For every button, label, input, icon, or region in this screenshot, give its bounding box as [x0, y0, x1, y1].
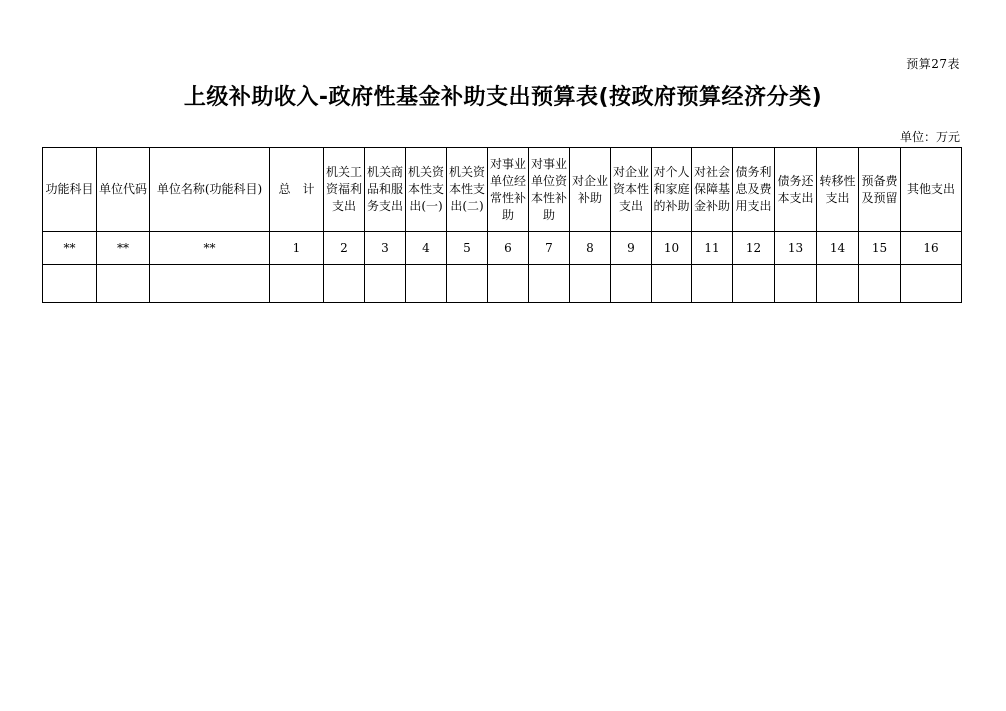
budget-table: [42, 147, 962, 303]
header-cell: 对事业单位经常性补助: [488, 148, 529, 232]
header-cell: 其他支出: [901, 148, 962, 232]
header-cell: 对企业补助: [570, 148, 611, 232]
table-cell: [43, 265, 97, 303]
table-cell: [488, 265, 529, 303]
table-cell: [324, 265, 365, 303]
table-cell: [611, 265, 652, 303]
header-cell: 机关工资福利支出: [324, 148, 365, 232]
table-cell: 16: [901, 232, 962, 265]
table-cell: [901, 265, 962, 303]
table-cell: 14: [817, 232, 859, 265]
table-cell: [406, 265, 447, 303]
table-cell: 5: [447, 232, 488, 265]
table-cell: [150, 265, 270, 303]
table-cell: 7: [529, 232, 570, 265]
header-row: [43, 148, 962, 232]
table-cell: 1: [270, 232, 324, 265]
table-row: [43, 265, 962, 303]
table-cell: 10: [652, 232, 692, 265]
table-row: [43, 232, 962, 265]
header-cell: 机关资本性支出(一): [406, 148, 447, 232]
table-cell: [447, 265, 488, 303]
table-cell: 8: [570, 232, 611, 265]
header-cell: 对社会保障基金补助: [692, 148, 733, 232]
table-cell: [270, 265, 324, 303]
table-cell: [817, 265, 859, 303]
page-title: 上级补助收入-政府性基金补助支出预算表(按政府预算经济分类): [183, 85, 823, 110]
header-cell: 对企业资本性支出: [611, 148, 652, 232]
header-cell: 对事业单位资本性补助: [529, 148, 570, 232]
header-cell: 机关商品和服务支出: [365, 148, 406, 232]
table-cell: [859, 265, 901, 303]
header-cell: 预备费及预留: [859, 148, 901, 232]
table-cell: [652, 265, 692, 303]
table-cell: [775, 265, 817, 303]
unit-label: 单位：万元: [899, 130, 960, 144]
table-cell: 4: [406, 232, 447, 265]
table-cell: 9: [611, 232, 652, 265]
header-cell: 总 计: [270, 148, 324, 232]
header-cell: 对个人和家庭的补助: [652, 148, 692, 232]
table-cell: [97, 265, 150, 303]
table-cell: **: [43, 232, 97, 265]
form-number: 预算27表: [906, 57, 960, 71]
header-cell: 债务利息及费用支出: [733, 148, 775, 232]
table-cell: 3: [365, 232, 406, 265]
header-cell: 单位名称(功能科目): [150, 148, 270, 232]
table-cell: [529, 265, 570, 303]
table-cell: [733, 265, 775, 303]
table-cell: [365, 265, 406, 303]
table-cell: [570, 265, 611, 303]
table-cell: 15: [859, 232, 901, 265]
table-cell: **: [97, 232, 150, 265]
header-cell: 功能科目: [43, 148, 97, 232]
table-cell: [692, 265, 733, 303]
header-cell: 债务还本支出: [775, 148, 817, 232]
table-cell: 13: [775, 232, 817, 265]
header-cell: 机关资本性支出(二): [447, 148, 488, 232]
table-cell: 2: [324, 232, 365, 265]
table-cell: 12: [733, 232, 775, 265]
table-cell: 6: [488, 232, 529, 265]
table-cell: 11: [692, 232, 733, 265]
header-cell: 单位代码: [97, 148, 150, 232]
header-cell: 转移性支出: [817, 148, 859, 232]
table-cell: **: [150, 232, 270, 265]
